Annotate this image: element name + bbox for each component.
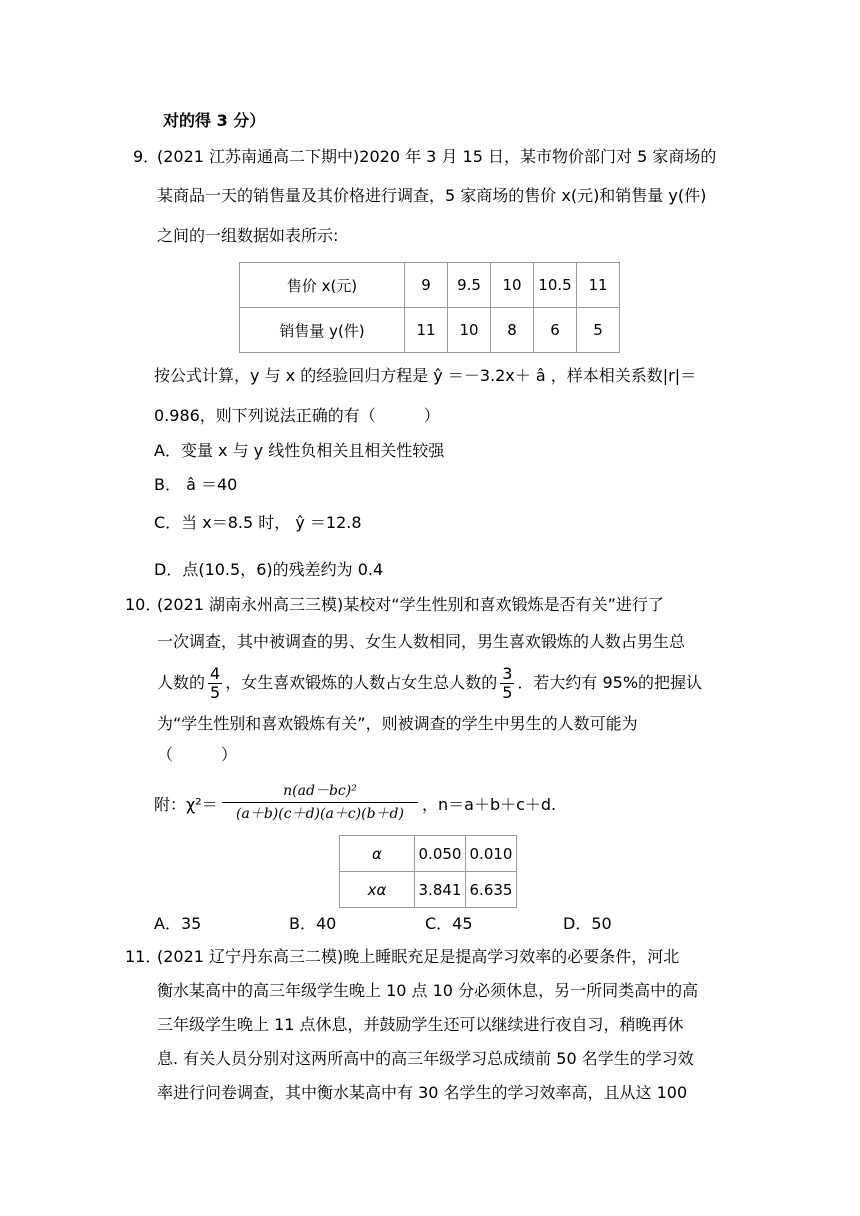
table-row-header-x-alpha: xα <box>340 872 415 908</box>
question-11-line-1: (2021 辽宁丹东高三二模)晚上睡眠充足是提高学习效率的必要条件，河北 <box>157 947 680 966</box>
fraction-numerator: 4 <box>210 664 221 683</box>
fraction-denominator: 5 <box>502 683 513 702</box>
question-9-option-d: D．点(10.5，6)的残差约为 0.4 <box>154 560 384 579</box>
formula-denominator: (a＋b)(c＋d)(a＋c)(b＋d) <box>236 806 404 822</box>
question-11-line-4: 息. 有关人员分别对这两所高中的高三年级学习总成绩前 50 名学生的学习效 <box>157 1049 694 1068</box>
question-10-line-4: 为“学生性别和喜欢锻炼有关”，则被调查的学生中男生的人数可能为 <box>157 714 638 733</box>
question-10-option-c: C．45 <box>425 914 473 933</box>
question-10-option-b: B．40 <box>289 914 337 933</box>
question-11-line-3: 三年级学生晚上 11 点休息，并鼓励学生还可以继续进行夜自习，稍晚再休 <box>157 1015 684 1034</box>
table-row-header-alpha: α <box>340 836 415 872</box>
question-9-number: 9． <box>133 147 160 166</box>
formula-prefix: 附：χ²＝ <box>154 795 218 814</box>
table-row-header-price: 售价 x(元) <box>240 263 405 308</box>
table-cell: 10 <box>491 263 534 308</box>
previous-question-tail: 对的得 3 分） <box>163 111 266 130</box>
question-11-line-5: 率进行问卷调查，其中衡水某高中有 30 名学生的学习效率高，且从这 100 <box>157 1083 688 1102</box>
question-9-option-a: A．变量 x 与 y 线性负相关且相关性较强 <box>154 441 445 460</box>
question-9-data-table <box>239 262 620 353</box>
fraction-four-fifths <box>208 665 222 702</box>
question-10-critical-value-table <box>339 835 517 908</box>
table-cell: 11 <box>577 263 620 308</box>
table-cell: 10 <box>448 308 491 353</box>
fraction-three-fifths <box>500 665 514 702</box>
question-9-line-1: (2021 江苏南通高二下期中)2020 年 3 月 15 日，某市物价部门对 5 家商场的 <box>157 147 717 166</box>
table-cell: 9.5 <box>448 263 491 308</box>
chi-square-formula-fraction <box>222 780 418 825</box>
question-9-option-b: B． â ＝40 <box>154 475 238 494</box>
table-cell: 6.635 <box>466 872 517 908</box>
question-9-line-5: 0.986，则下列说法正确的有（ ） <box>154 406 440 425</box>
question-10-option-a: A．35 <box>154 914 202 933</box>
table-cell: 5 <box>577 308 620 353</box>
question-9-option-c: C．当 x＝8.5 时， ŷ ＝12.8 <box>154 513 362 532</box>
table-cell: 0.050 <box>415 836 466 872</box>
table-row-header-sales: 销售量 y(件) <box>240 308 405 353</box>
question-9-line-4: 按公式计算，y 与 x 的经验回归方程是 ŷ ＝－3.2x＋ â ，样本相关系数|r|＝ <box>154 366 697 385</box>
table-cell: 8 <box>491 308 534 353</box>
formula-suffix: ，n＝a＋b＋c＋d. <box>422 795 557 814</box>
fraction-denominator: 5 <box>210 683 221 702</box>
question-9-line-3: 之间的一组数据如表所示: <box>157 226 339 245</box>
question-10-line-1: (2021 湖南永州高三三模)某校对“学生性别和喜欢锻炼是否有关”进行了 <box>157 595 664 614</box>
table-cell: 9 <box>405 263 448 308</box>
question-10-line-3-a: 人数的 <box>157 673 206 692</box>
formula-numerator: n(ad－bc)² <box>222 780 418 803</box>
table-cell: 3.841 <box>415 872 466 908</box>
question-10-line-3 <box>157 664 702 702</box>
table-cell: 6 <box>534 308 577 353</box>
question-10-line-5: （ ） <box>157 745 238 764</box>
question-10-number: 10． <box>125 595 162 614</box>
question-10-line-3-b: ，女生喜欢锻炼的人数占女生总人数的 <box>225 673 498 692</box>
question-11-number: 11． <box>125 947 162 966</box>
question-10-line-2: 一次调查，其中被调查的男、女生人数相同，男生喜欢锻炼的人数占男生总 <box>157 632 686 651</box>
table-cell: 11 <box>405 308 448 353</box>
question-10-line-3-c: ．若大约有 95%的把握认 <box>517 673 703 692</box>
question-10-option-d: D．50 <box>563 914 612 933</box>
question-9-line-2: 某商品一天的销售量及其价格进行调查，5 家商场的售价 x(元)和销售量 y(件) <box>157 186 707 205</box>
table-cell: 0.010 <box>466 836 517 872</box>
table-cell: 10.5 <box>534 263 577 308</box>
fraction-numerator: 3 <box>502 664 513 683</box>
question-11-line-2: 衡水某高中的高三年级学生晚上 10 点 10 分必须休息，另一所同类高中的高 <box>157 981 699 1000</box>
